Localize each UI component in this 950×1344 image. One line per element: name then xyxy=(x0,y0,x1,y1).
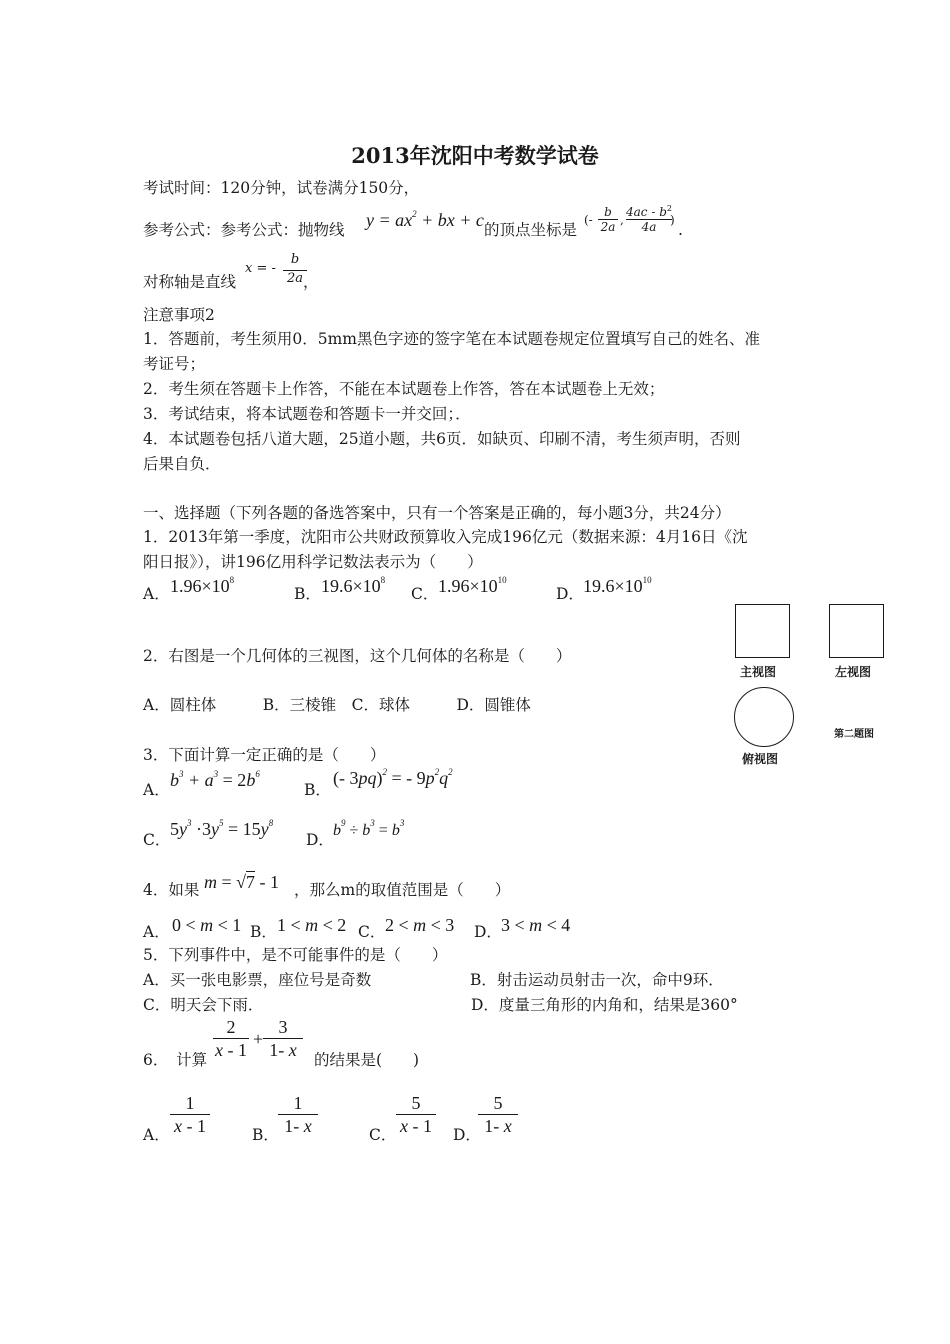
vertex-text: 的顶点坐标是 xyxy=(484,221,578,239)
q4-option-c: 2 < m < 3 xyxy=(385,915,455,935)
q5-option-d: D．度量三角形的内角和，结果是360° xyxy=(471,996,738,1014)
q5-option-b: B．射击运动员射击一次，命中9环． xyxy=(470,971,724,989)
q1-option-a-label: A． xyxy=(143,585,170,603)
section-heading: 一、选择题（下列各题的备选答案中，只有一个答案是正确的，每小题3分，共24分） xyxy=(143,504,731,522)
q3-option-d: $b^9 \div b^3 = b^3$ xyxy=(333,818,405,839)
q1-option-d: $19.6\times 10^{10}$ xyxy=(583,575,652,596)
side-view-square xyxy=(829,604,884,658)
front-view-label: 主视图 xyxy=(740,665,777,679)
q4-option-b: 1 < m < 2 xyxy=(277,915,347,935)
q4-option-a: 0 < m < 1 xyxy=(172,915,242,935)
q4-stem-suffix: ，那么m的取值范围是（ ） xyxy=(294,881,511,899)
q4-formula: m = √7 - 1 xyxy=(204,872,280,892)
note-line: 2．考生须在答题卡上作答，不能在本试题卷上作答，答在本试题卷上无效； xyxy=(143,380,665,398)
q6-option-b: $\frac{1}{1- x}$ xyxy=(278,1092,318,1137)
q2-options: A．圆柱体 B．三棱锥 C．球体 D．圆锥体 xyxy=(143,696,531,714)
q6-option-c: $\frac{5}{x - 1}$ xyxy=(396,1092,436,1137)
front-view-square xyxy=(735,604,790,658)
figure-caption: 第二题图 xyxy=(834,729,874,740)
q6-stem-prefix: 6． 计算 xyxy=(143,1051,208,1069)
q6-option-d: $\frac{5}{1- x}$ xyxy=(478,1092,518,1137)
note-line: 后果自负． xyxy=(143,455,221,473)
note-line: 4．本试题卷包括八道大题，25道小题，共6页．如缺页、印刷不清，考生须声明，否则 xyxy=(143,430,741,448)
q1-option-c: $1.96\times 10^{10}$ xyxy=(438,575,507,596)
q1-option-b: $19.6\times 10^8$ xyxy=(321,575,386,596)
q3-option-a: $b^3 + a^3 = 2b^6$ xyxy=(170,769,260,790)
q2-stem: 2．右图是一个几何体的三视图，这个几何体的名称是（ ） xyxy=(143,647,572,665)
notes-heading: 注意事项2 xyxy=(143,306,215,324)
q6-option-a: $\frac{1}{x - 1}$ xyxy=(170,1092,210,1137)
q1-option-d-label: D． xyxy=(556,585,584,603)
q1-option-b-label: B． xyxy=(294,585,321,603)
exam-time-line: 考试时间：120分钟，试卷满分150分， xyxy=(143,179,420,197)
exam-title: 2013年沈阳中考数学试卷 xyxy=(351,143,599,168)
side-view-label: 左视图 xyxy=(835,665,872,679)
q6-frac-2: $\frac{3}{1- x}$ xyxy=(263,1016,303,1061)
q1-option-a: $1.96\times 10^8$ xyxy=(170,575,235,596)
top-view-circle xyxy=(734,687,794,747)
q1-line2: 阳日报》），讲196亿用科学记数法表示为（ ） xyxy=(143,553,483,571)
top-view-label: 俯视图 xyxy=(742,752,779,766)
note-line: 考证号； xyxy=(143,355,206,373)
parabola-formula: $y = ax^2$ + bx + c xyxy=(366,209,484,230)
q1-line1: 1．2013年第一季度，沈阳市公共财政预算收入完成196亿元（数据来源：4月16日《沈 xyxy=(143,528,748,546)
note-line: 3．考试结束，将本试题卷和答题卡一并交回；． xyxy=(143,405,471,423)
q6-stem-suffix: 的结果是( ) xyxy=(314,1051,420,1069)
q6-frac-1: $\frac{2}{x - 1}$ xyxy=(215,1017,247,1060)
q3-option-b: (- 3pq)$^2$ = - $9p^2q^2$ xyxy=(333,767,453,788)
q5-option-a: A．买一张电影票，座位号是奇数 xyxy=(143,971,372,989)
axis-prefix: 对称轴是直线 xyxy=(143,273,237,291)
q5-stem: 5．下列事件中，是不可能事件的是（ ） xyxy=(143,946,448,964)
q3-option-c: $5y^3 \cdot 3y^5 = 15y^8$ xyxy=(170,818,274,839)
q3-stem: 3．下面计算一定正确的是（ ） xyxy=(143,746,386,764)
q5-option-c: C．明天会下雨． xyxy=(143,996,264,1014)
q4-option-d: 3 < m < 4 xyxy=(501,915,571,935)
q1-option-c-label: C． xyxy=(411,585,439,603)
note-line: 1．答题前，考生须用0．5mm黑色字迹的签字笔在本试题卷规定位置填写自己的姓名、准 xyxy=(143,330,760,348)
formula-prefix: 参考公式：参考公式：抛物线 xyxy=(143,221,345,239)
q4-stem-prefix: 4．如果 xyxy=(143,881,200,899)
